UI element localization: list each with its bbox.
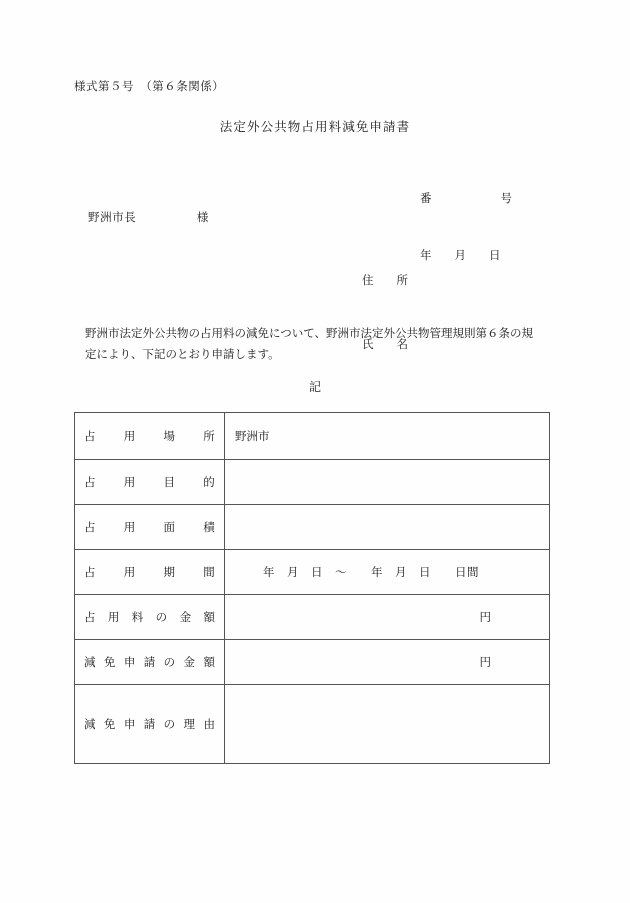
table-row-label-text: 減 免 申 請 の 理 由 [84, 719, 215, 731]
table-row-value[interactable] [225, 640, 550, 685]
table-row-value[interactable] [225, 413, 550, 460]
table-row-label-text: 占 用 料 の 金 額 [84, 612, 215, 624]
document-title: 法定外公共物占用料減免申請書 [219, 120, 411, 134]
table-row-label [75, 550, 225, 595]
table-row [75, 595, 550, 640]
document-date-line: 年 月 日 [420, 250, 501, 262]
table-row [75, 550, 550, 595]
document-number-line: 番 号 [420, 193, 512, 205]
table-row [75, 640, 550, 685]
table-row-label-text: 占 用 場 所 [84, 431, 215, 443]
addressee-line: 野洲市長 様 [88, 212, 209, 224]
application-details-table [74, 412, 550, 764]
table-row-label-text: 占 用 期 間 [84, 567, 215, 579]
table-row-value-text: 野洲市 [235, 431, 270, 443]
record-marker: 記 [308, 380, 321, 394]
table-row-value-text: 年 月 日 ～ 年 月 日 日間 [263, 567, 479, 579]
body-paragraph-line-2: 定により、下記のとおり申請します。 [85, 349, 280, 361]
table-row [75, 460, 550, 505]
table-row-label [75, 595, 225, 640]
meta-block [420, 152, 512, 304]
table-row-value-text: 円 [479, 612, 491, 624]
table-row [75, 685, 550, 764]
table-row-value[interactable] [225, 595, 550, 640]
table-row-value[interactable] [225, 550, 550, 595]
table-row-value[interactable] [225, 685, 550, 764]
table-row-label [75, 505, 225, 550]
body-paragraph [74, 324, 560, 366]
table-row-label-text: 減 免 申 請 の 金 額 [84, 657, 215, 669]
table-row-label-text: 占 用 目 的 [84, 477, 215, 489]
table-row [75, 413, 550, 460]
body-paragraph-line-1: 野洲市法定外公共物の占用料の減免について、野洲市法定外公共物管理規則第６条の規 [85, 328, 534, 340]
table-row-value[interactable] [225, 460, 550, 505]
table-row-label [75, 640, 225, 685]
table-row [75, 505, 550, 550]
table-row-value[interactable] [225, 505, 550, 550]
table-body [75, 413, 550, 764]
form-number: 様式第５号 （第６条関係） [74, 81, 225, 93]
table-row-value-text: 円 [479, 657, 491, 669]
applicant-address-label: 住 所 [362, 275, 408, 287]
applicant-name-label: 氏 名 [362, 339, 408, 351]
table-row-label [75, 685, 225, 764]
table-row-label-text: 占 用 面 積 [84, 522, 215, 534]
table-row-label [75, 413, 225, 460]
table-row-label [75, 460, 225, 505]
